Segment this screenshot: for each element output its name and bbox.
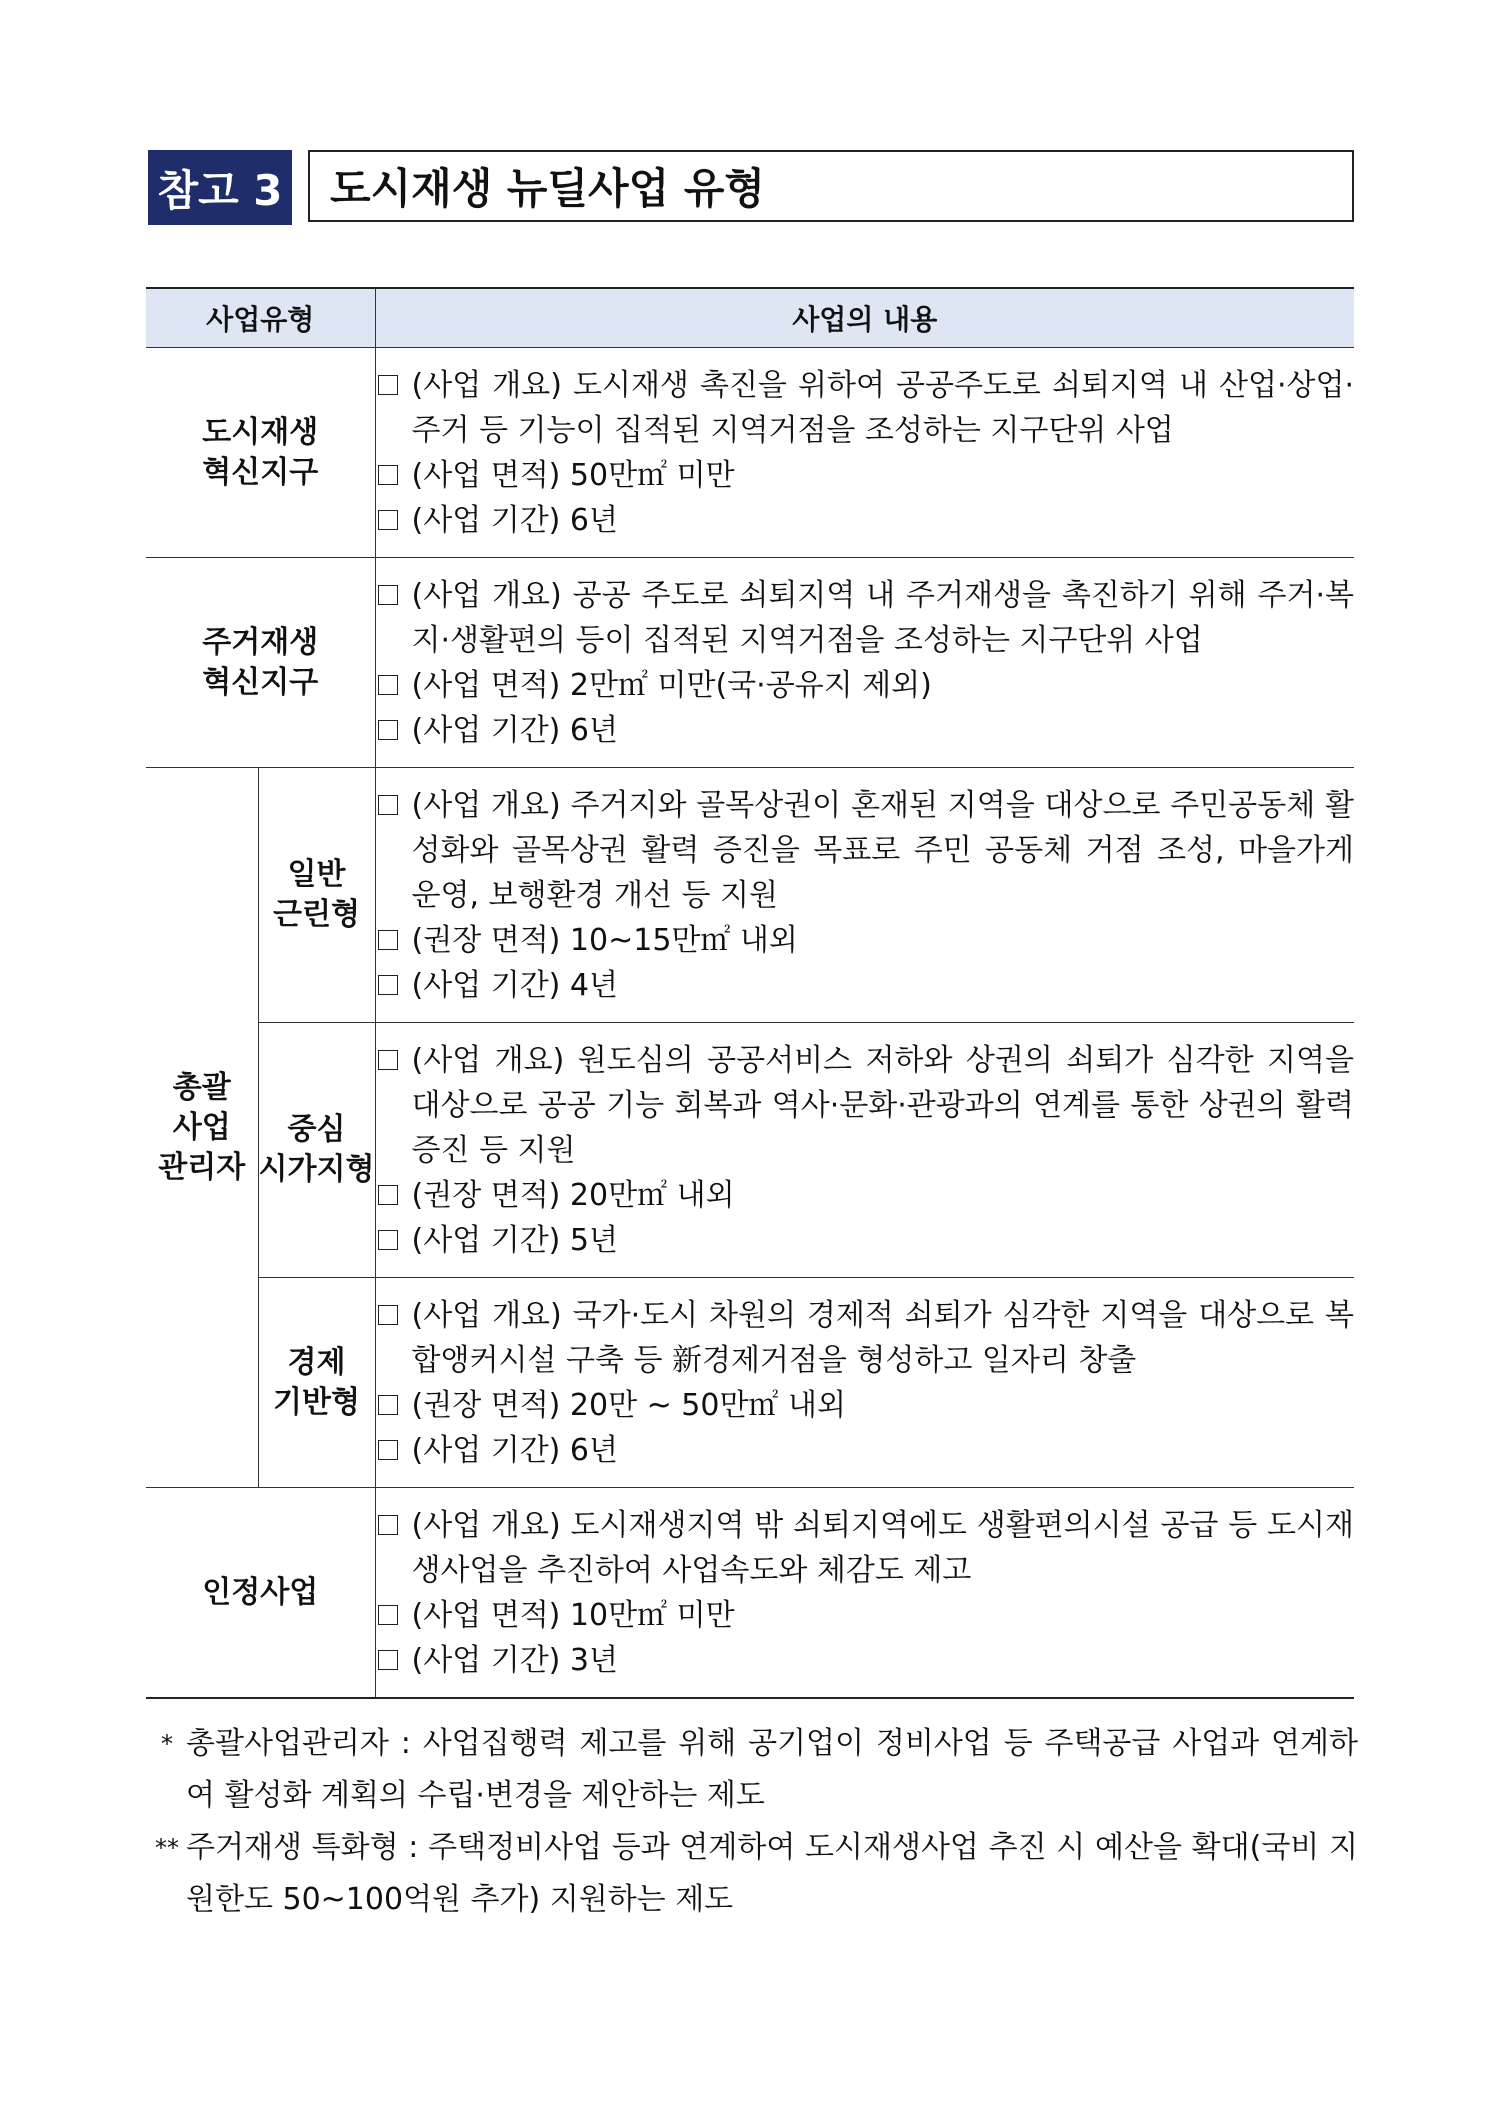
item-text: (사업 기간) 6년 <box>411 1432 618 1468</box>
row-content <box>375 558 1354 768</box>
checkbox-icon <box>378 975 398 995</box>
project-type-table <box>146 287 1354 1699</box>
item-text: (사업 기간) 6년 <box>411 502 618 538</box>
checkbox-icon <box>378 1605 398 1625</box>
table-row <box>146 1488 1354 1699</box>
row-type-label <box>146 558 375 768</box>
table-row <box>146 1023 1354 1278</box>
checkbox-icon <box>378 675 398 695</box>
row-content <box>375 1488 1354 1699</box>
item-text: (권장 면적) 10~15만㎡ 내외 <box>411 922 798 958</box>
item-text: (사업 기간) 4년 <box>411 967 618 1003</box>
table-row <box>146 348 1354 558</box>
header-project-content: 사업의 내용 <box>375 288 1354 348</box>
footnote-mark: ** <box>155 1834 179 1862</box>
list-item <box>376 573 1354 663</box>
item-text: (사업 기간) 3년 <box>411 1642 618 1678</box>
reference-badge: 참고 3 <box>148 150 292 225</box>
footnote-mark: * <box>161 1730 173 1758</box>
list-item <box>376 453 1354 498</box>
item-text: (사업 개요) 도시재생지역 밖 쇠퇴지역에도 생활편의시설 공급 등 도시재생사업을 추진하여 사업속도와 체감도 제고 <box>411 1507 1354 1588</box>
checkbox-icon <box>378 1395 398 1415</box>
type-label: 일반 근린형 <box>273 857 360 932</box>
checkbox-icon <box>378 465 398 485</box>
table-row <box>146 768 1354 1023</box>
row-type-label <box>258 1023 375 1278</box>
item-text: (사업 개요) 원도심의 공공서비스 저하와 상권의 쇠퇴가 심각한 지역을 대상으로 공공 기능 회복과 역사·문화·관광과의 연계를 통한 상권의 활력 증진 등 지원 <box>411 1042 1354 1168</box>
type-label: 중심 시가지형 <box>258 1112 375 1187</box>
item-text: (사업 기간) 6년 <box>411 712 618 748</box>
list-item <box>376 963 1354 1008</box>
footnotes <box>148 1718 1358 1926</box>
table-row <box>146 1278 1354 1488</box>
footnote-text: 주거재생 특화형 : 주택정비사업 등과 연계하여 도시재생사업 추진 시 예산을 확대(국비 지원한도 50~100억원 추가) 지원하는 제도 <box>186 1830 1358 1917</box>
checkbox-icon <box>378 510 398 530</box>
row-type-label <box>146 1488 375 1699</box>
list-item <box>376 1428 1354 1473</box>
item-text: (사업 개요) 도시재생 촉진을 위하여 공공주도로 쇠퇴지역 내 산업·상업·주거 등 기능이 집적된 지역거점을 조성하는 지구단위 사업 <box>411 367 1354 448</box>
row-type-label <box>146 348 375 558</box>
footnote-text: 총괄사업관리자 : 사업집행력 제고를 위해 공기업이 정비사업 등 주택공급 사업과 연계하여 활성화 계획의 수립·변경을 제안하는 제도 <box>186 1726 1358 1813</box>
list-item <box>376 1383 1354 1428</box>
row-content <box>375 1023 1354 1278</box>
list-item <box>376 1293 1354 1383</box>
item-text: (사업 면적) 2만㎡ 미만(국·공유지 제외) <box>411 667 932 703</box>
group-label-cell <box>146 768 258 1488</box>
checkbox-icon <box>378 1650 398 1670</box>
footnote <box>148 1718 1358 1822</box>
checkbox-icon <box>378 720 398 740</box>
list-item <box>376 498 1354 543</box>
header-project-type: 사업유형 <box>146 288 375 348</box>
checkbox-icon <box>378 1185 398 1205</box>
list-item <box>376 1503 1354 1593</box>
list-item <box>376 708 1354 753</box>
item-text: (사업 면적) 10만㎡ 미만 <box>411 1597 735 1633</box>
list-item <box>376 1173 1354 1218</box>
item-text: (사업 기간) 5년 <box>411 1222 618 1258</box>
list-item <box>376 1038 1354 1173</box>
list-item <box>376 1638 1354 1683</box>
table-row <box>146 558 1354 768</box>
checkbox-icon <box>378 585 398 605</box>
row-type-label <box>258 1278 375 1488</box>
checkbox-icon <box>378 1440 398 1460</box>
item-text: (권장 면적) 20만 ~ 50만㎡ 내외 <box>411 1387 846 1423</box>
page-title: 도시재생 뉴딜사업 유형 <box>308 150 1354 222</box>
row-content <box>375 768 1354 1023</box>
checkbox-icon <box>378 930 398 950</box>
list-item <box>376 1593 1354 1638</box>
item-text: (사업 개요) 주거지와 골목상권이 혼재된 지역을 대상으로 주민공동체 활성화와 골목상권 활력 증진을 목표로 주민 공동체 거점 조성, 마을가게 운영, 보행환경 개선 등 지원 <box>411 787 1354 913</box>
group-label: 총괄 사업 관리자 <box>158 1069 246 1185</box>
table-header-row <box>146 288 1354 348</box>
checkbox-icon <box>378 375 398 395</box>
checkbox-icon <box>378 1050 398 1070</box>
checkbox-icon <box>378 795 398 815</box>
type-label: 주거재생 혁신지구 <box>202 624 319 700</box>
item-text: (권장 면적) 20만㎡ 내외 <box>411 1177 735 1213</box>
list-item <box>376 918 1354 963</box>
checkbox-icon <box>378 1230 398 1250</box>
type-label: 경제 기반형 <box>273 1344 360 1420</box>
footnote <box>148 1822 1358 1926</box>
item-text: (사업 면적) 50만㎡ 미만 <box>411 457 735 493</box>
list-item <box>376 1218 1354 1263</box>
list-item <box>376 663 1354 708</box>
type-label: 도시재생 혁신지구 <box>202 414 319 490</box>
list-item <box>376 363 1354 453</box>
checkbox-icon <box>378 1515 398 1535</box>
item-text: (사업 개요) 공공 주도로 쇠퇴지역 내 주거재생을 촉진하기 위해 주거·복지·생활편의 등이 집적된 지역거점을 조성하는 지구단위 사업 <box>411 577 1354 658</box>
type-label: 인정사업 <box>202 1574 319 1610</box>
checkbox-icon <box>378 1305 398 1325</box>
list-item <box>376 783 1354 918</box>
row-type-label <box>258 768 375 1023</box>
row-content <box>375 1278 1354 1488</box>
row-content <box>375 348 1354 558</box>
item-text: (사업 개요) 국가·도시 차원의 경제적 쇠퇴가 심각한 지역을 대상으로 복합앵커시설 구축 등 新경제거점을 형성하고 일자리 창출 <box>411 1297 1354 1378</box>
